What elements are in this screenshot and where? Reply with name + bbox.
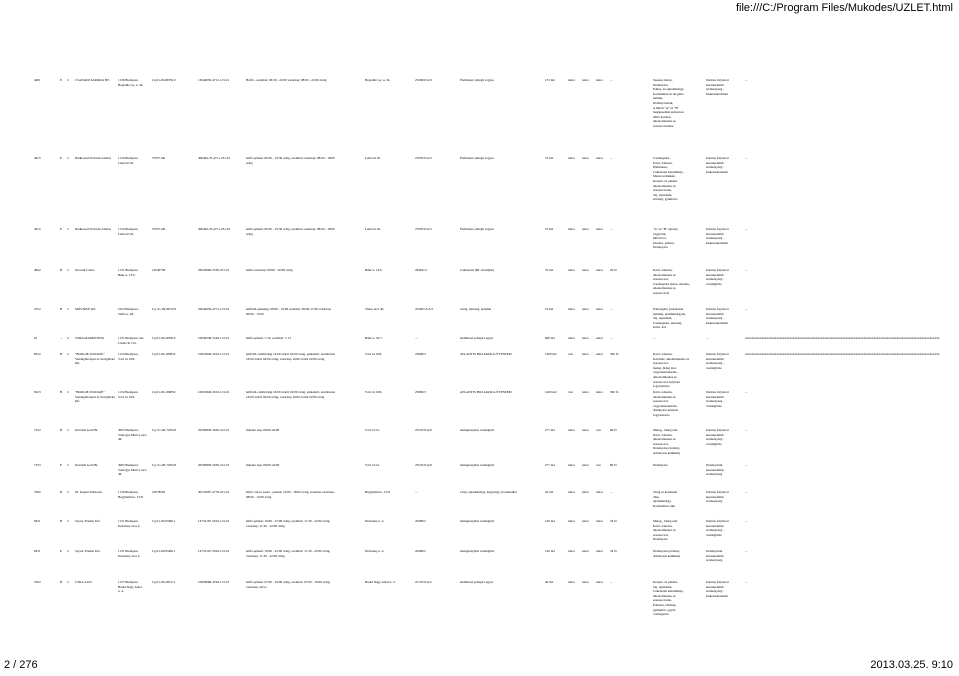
- cell-dots: 34 fő: [610, 519, 617, 523]
- cell-v3: nincs: [596, 78, 603, 82]
- cell-hours: hétfő-péntek: 10:00 - 22:00 óráig, szombat: 11:30 - 22:00 óráig, vasárnap: 11:30 - 22:00 óráig: [246, 519, 331, 528]
- cell-goods: Meleg-, hideg étel, Kávé, édesáru, alkoholmentes és szeszes ital, Dohányáru: [653, 519, 678, 542]
- cell-f2: 2: [67, 352, 69, 356]
- cell-area: 1400 m2: [545, 352, 557, 356]
- cell-v2: nincs: [582, 268, 589, 272]
- cell-dots: 80 fő: [610, 463, 617, 467]
- cell-site: Váci út 54.: [365, 463, 380, 467]
- cell-extra: ...: [745, 307, 748, 311]
- cell-v1: nincs: [568, 307, 575, 311]
- cell-goods: Édességáru (cukrászati termék), ajándéktárgyak, Tej, tejtermék, Csemegeáru, édesség, Kávé, ital: [653, 307, 686, 330]
- cell-v3: nincs: [596, 268, 603, 272]
- cell-taxno: Cg.01-09-283171: [152, 580, 176, 584]
- cell-taxno: 10078292: [152, 490, 166, 494]
- cell-v1: nincs: [568, 336, 575, 340]
- cell-type: melegkonyhás vendéglátó: [460, 463, 495, 467]
- cell-f1: B: [60, 580, 63, 584]
- cell-v1: nincs: [568, 490, 575, 494]
- cell-stat: 14752167-5610-113-01: [198, 519, 230, 523]
- cell-v1: nincs: [568, 519, 575, 523]
- cell-site: Hegedűs Gy. u. 34.: [365, 78, 391, 82]
- cell-id: 7332: [34, 428, 41, 432]
- cell-site: Lehel út 26.: [365, 156, 381, 160]
- cell-address: 1136 Budapest, Hegyhalmi u. 15/8.: [118, 490, 144, 499]
- cell-f1: B: [60, 519, 63, 523]
- cell-stat: 466464-70-4711-231-01: [198, 156, 231, 160]
- cell-activity: Italárus folytatott kereskedelmi tevékenység - vendéglátás: [706, 519, 729, 537]
- cell-dots: 20 fő: [610, 268, 617, 272]
- cell-area: 120 m2: [545, 549, 555, 553]
- cell-f2: 2: [67, 428, 69, 432]
- cell-hours: hétfőtől-péntekig: 08:00 - 19:00 szombat: 09:00-17:00 vasárnap: 09:00 - 15:00: [246, 307, 332, 316]
- cell-address: 3065 Budapest, Somogyi Móricz utca 46.: [118, 463, 147, 477]
- cell-stat: 20599839-5630-212-01: [198, 463, 230, 467]
- cell-name: Sayrac Premer Kft.: [75, 549, 101, 553]
- cell-area: 120 m2: [545, 519, 555, 523]
- cell-taxno: Cg.01-09-867919: [152, 78, 176, 82]
- cell-f1: E: [60, 78, 63, 82]
- cell-v3: nincs: [596, 227, 603, 231]
- cell-type: melegkonyhás vendéglátó: [460, 519, 495, 523]
- cell-address: 1131 Budapest, Béke u. 13/b.: [118, 268, 139, 277]
- cell-hours: hétfőtől-csütörtökig 16:00 óráról 02:00 óráig, péntektől, szombaton 16:00 óráról 04:00 óráig, vasárnap 16:00 órától 02:00 óráig: [246, 352, 335, 361]
- cell-goods: ...: [653, 336, 656, 340]
- cell-id: 61: [34, 336, 38, 340]
- cell-stat: 10858068-4799-113-01: [198, 580, 230, 584]
- cell-hrsz: 26464/11: [415, 268, 428, 272]
- cell-hrsz: 25135/0/A/2: [415, 580, 432, 584]
- cell-activity: Italárus folytatott kereskedelmi tevékenység - kiskereskedelem: [706, 580, 729, 598]
- cell-stat: 10619649-5610-113-01: [198, 390, 230, 394]
- cell-type: virág, ajándéktárgy, kegytárgy, Kozmetikai: [460, 490, 517, 494]
- cell-goods: Dohányáru: [653, 463, 668, 467]
- cell-goods: "A" és "B" tápszer, vegyiárut, hűtött bor, édesáru, pékáru, Dohányáru: [653, 227, 679, 250]
- cell-activity: Italárus folytatott kereskedelmi tevékenység - kiskereskedelem: [706, 227, 729, 245]
- cell-hours: hétfő-péntek: 7-19, szombat: 7-13: [246, 336, 291, 340]
- cell-f1: B: [60, 268, 63, 272]
- cell-hours: hétfő-péntek: 06:30 - 19:30 óráig, szombat-vasárnap: 08:00 - 18:00 óráig: [246, 156, 335, 165]
- cell-extra: ...: [745, 463, 748, 467]
- cell-extra: ...: [745, 490, 748, 494]
- cell-extra: ...: [745, 227, 748, 231]
- cell-v2: nincs: [582, 428, 589, 432]
- cell-id: 4481: [34, 78, 41, 82]
- cell-type: Élelmiszer jellegű vegyes: [460, 78, 494, 82]
- cell-activity: Italárus folytatott kereskedelmi tevékenység - kiskereskedelem: [706, 156, 729, 174]
- cell-f1: B: [60, 428, 63, 432]
- cell-name: MÓVIRSÜ Kft.: [75, 307, 97, 311]
- cell-goods: Kávé, édesáru, Kávéház, alkoholmentes és szeszes ital, meleg, hideg étel, vegyeskereskedés, Alkoholmentes és szeszes ital, helyben fogyasztásra: [653, 352, 689, 389]
- cell-stat: 14752167-5610-113-01: [198, 549, 230, 553]
- cell-v2: nincs: [582, 227, 589, 231]
- cell-f2: 2: [67, 519, 69, 523]
- cell-activity: Italárus folytatott kereskedelmi tevékenység - kiskereskedelem: [706, 307, 729, 325]
- cell-address: 1136 Budapest, Hegedűs Gy. u. 34.: [118, 78, 144, 87]
- cell-id: 4615: [34, 227, 41, 231]
- cell-dots: ...: [610, 490, 613, 494]
- cell-hrsz: 26480/2: [415, 549, 426, 553]
- cell-extra: ...: [745, 156, 748, 160]
- cell-type: vetőg, édesség, ajándék: [460, 307, 492, 311]
- cell-hrsz: ...: [415, 336, 418, 340]
- cell-dots: 300 fő: [610, 390, 619, 394]
- cell-stat: 466464-70-4711-231-01: [198, 227, 231, 231]
- cell-dots: ...: [610, 156, 613, 160]
- cell-hrsz: 26480/2: [415, 519, 426, 523]
- cell-extra: ...: [745, 580, 748, 584]
- cell-v2: nincs: [582, 490, 589, 494]
- cell-area: 600 m2: [545, 336, 555, 340]
- cell-area: 53 m2: [545, 156, 554, 160]
- cell-address: 1131 Budapest, Szt. László út 152.: [118, 336, 145, 345]
- cell-extra: ...: [745, 78, 748, 82]
- cell-type: ATLANTIS BILLIARD és ÉTTEREM: [460, 352, 512, 356]
- cell-f1: E: [60, 156, 63, 160]
- cell-f2: 2: [67, 307, 69, 311]
- cell-v3: nincs: [596, 580, 603, 584]
- cell-v1: nincs: [568, 428, 575, 432]
- cell-v1: nincs: [568, 268, 575, 272]
- cell-name: Rúdkossal Feliczán András: [75, 227, 111, 231]
- cell-id: 7333: [34, 463, 41, 467]
- cell-site: Budai Nagy Antal u. 4.: [365, 580, 396, 584]
- cell-f1: B: [60, 390, 63, 394]
- cell-site: Váci út 19/6.: [365, 352, 383, 356]
- cell-hours: hétfő-péntek: 07:00 - 19:00 óráig, szombat: 07:00 - 16:00 óráig, vasárnap: zárva: [246, 580, 331, 589]
- cell-f1: B: [60, 352, 63, 356]
- cell-id: 4842: [34, 268, 41, 272]
- cell-f2: 2: [67, 390, 69, 394]
- cell-dots: 34 fő: [610, 549, 617, 553]
- cell-v1: van: [568, 352, 573, 356]
- cell-extra: xxxxxxxxxxxxxxxxxxxxxxxxxxxxxxxxxxxxxxxxxxxxxxxxxxxxxxxxxxxxxxxxxxxxxxxxxxxxxxxxxxxxxxxxxxxxxxxxxxxxxxxxxxxxxxxxxxxxxx: [745, 336, 940, 340]
- cell-site: Béke u. 13/b.: [365, 268, 383, 272]
- cell-area: 155 m2: [545, 78, 555, 82]
- cell-site: Béke u. 32/7.: [365, 336, 383, 340]
- cell-id: 4615: [34, 156, 41, 160]
- cell-v3: nincs: [596, 519, 603, 523]
- cell-name: Sayrac Premer Kft.: [75, 519, 101, 523]
- cell-site: Dobsinay u. 4.: [365, 519, 385, 523]
- cell-activity: Dohányáruk kereskedelmi tevékenység: [706, 463, 724, 477]
- cell-name: Oroszik Csaba: [75, 268, 95, 272]
- cell-v1: van: [568, 390, 573, 394]
- cell-stat: 29024060-5530-231-01: [198, 268, 230, 272]
- cell-f2: 2: [67, 78, 69, 82]
- cell-taxno: 12049758: [152, 268, 166, 272]
- cell-stat: 26042956-4751-113-01: [198, 307, 230, 311]
- cell-site: Lehel út 26.: [365, 227, 381, 231]
- cell-id: 5502: [34, 580, 41, 584]
- cell-hrsz: ...: [415, 490, 418, 494]
- cell-name: CSILLA Kft.: [75, 580, 93, 584]
- cell-id: 2552: [34, 307, 41, 311]
- print-timestamp: 2013.03.25. 9:10: [870, 659, 953, 671]
- cell-f1: E: [60, 227, 63, 231]
- cell-activity: Italárus folytatott kereskedelmi tevékenység: [706, 490, 729, 504]
- cell-v2: nincs: [582, 463, 589, 467]
- cell-v3: nincs: [596, 490, 603, 494]
- cell-activity: Italárus folytatott kereskedelmi tevékenység - vendéglátás: [706, 352, 729, 370]
- cell-name: CSANÁDI SAROKK BT.: [75, 78, 110, 82]
- cell-extra: ...: [745, 428, 748, 432]
- cell-v3: nincs: [596, 352, 603, 356]
- cell-v2: nincs: [582, 519, 589, 523]
- cell-type: ATLANTIS BILLIARD és ÉTTEREM: [460, 390, 512, 394]
- cell-v2: nincs: [582, 549, 589, 553]
- cell-name: Kőröndi Gold Bt.: [75, 428, 99, 432]
- cell-hours: hétfő: zárva, kedd - péntek: 10:00 - 18:00 óráig, szombat-vasárnap: 08:00 - 12:00 óráig: [246, 490, 335, 499]
- cell-hours: hétfőtől-csütörtökig 16:00 óráról 02:00 óráig, péntektől, szombaton 16:00 óráról 04:00 óráig, vasárnap 16:00 órától 02:00 óráig: [246, 390, 335, 399]
- cell-name: Dr. Kapisi Sándorné: [75, 490, 102, 494]
- page-header-path: file:///C:/Program Files/Mukodes/UZLET.html: [735, 2, 953, 14]
- cell-stat: 13644050-4711-113-01: [198, 78, 230, 82]
- cell-goods: Kenyér- és pékáru, Tej, tejtermék, Cukrászati készítmény, alkoholmentes és szeszes italok, Édesáru, zöldség, gyümölcs, egyéb csemegeáru: [653, 580, 684, 617]
- cell-area: 53 m2: [545, 227, 554, 231]
- cell-taxno: Cg. 01-06-729523: [152, 428, 177, 432]
- cell-area: 20 m2: [545, 490, 554, 494]
- cell-hours: minden nap: 06:00-24:00: [246, 428, 280, 432]
- cell-stat: 10619649-5610-113-01: [198, 352, 230, 356]
- cell-f2: 2: [67, 490, 69, 494]
- cell-v1: nincs: [568, 463, 575, 467]
- cell-area: 70 m2: [545, 268, 554, 272]
- cell-address: 1131 Budapest, Dobsinay utca 4.: [118, 519, 141, 528]
- cell-id: 8231: [34, 549, 41, 553]
- cell-hrsz: 25260/0/A/9: [415, 78, 432, 82]
- cell-hrsz: 27095/0/A/3: [415, 156, 432, 160]
- cell-taxno: Cg.01-09-160832: [152, 352, 176, 356]
- cell-type: Élelmiszer jellegű vegyes: [460, 227, 494, 231]
- cell-site: Dobsinay u. 4.: [365, 549, 385, 553]
- cell-goods: Csemegeáru, Kávé, édesáru, Élelmiszer, Cukrászati készítmény, Mézes termékek, Kenyér- és pékáru, alkoholmentes és szeszes italok, Tej, tejtermék, zöldség, gyümölcs: [653, 156, 684, 202]
- cell-type: élelmiszer jellegű vegyes: [460, 336, 494, 340]
- cell-hours: hétfő-vasárnap: 09:00 - 20:00 óráig: [246, 268, 293, 272]
- cell-hrsz: 25525/0/A/8: [415, 428, 432, 432]
- cell-extra: ...: [745, 268, 748, 272]
- cell-v2: nincs: [582, 156, 589, 160]
- cell-goods: Meleg-, hideg étel, Kávé, édesáru, alkoholmentes és szeszes ital, Dohányáru (dohány, dohányzás kellékek): [653, 428, 681, 455]
- cell-id: 8223: [34, 390, 41, 394]
- cell-activity: Italárus folytatott kereskedelmi tevékenység - vendéglátás: [706, 390, 729, 408]
- cell-goods: Kávé, édesáru, alkoholmentes és szeszes ital, Csemegeáru (kávé, édesáru, alkoholmentes és szeszes ital): [653, 268, 690, 295]
- cell-site: Hegyhalmi u. 15/8.: [365, 490, 391, 494]
- cell-dots: ...: [610, 78, 613, 82]
- cell-taxno: Cg.01-09-160832: [152, 390, 176, 394]
- cell-taxno: Cg.01-09-959611: [152, 519, 176, 523]
- cell-hours: minden nap: 06:00-24:00: [246, 463, 280, 467]
- cell-hrsz: 25890/3: [415, 352, 426, 356]
- cell-f2: 2: [67, 268, 69, 272]
- cell-v3: nincs: [596, 390, 603, 394]
- cell-hours: hétfő-péntek: 06:30 - 19:30 óráig, szombat-vasárnap: 08:00 - 18:00 óráig: [246, 227, 335, 236]
- cell-site: Tüzes utca 40.: [365, 307, 385, 311]
- cell-name: VIMA MARKETING: [75, 336, 105, 340]
- page-counter: 2 / 276: [4, 659, 38, 671]
- cell-f2: 2: [67, 227, 69, 231]
- cell-area: 1400 m2: [545, 390, 557, 394]
- cell-v2: nincs: [582, 78, 589, 82]
- cell-address: 1134 Budapest, Lehel út 26.: [118, 156, 139, 165]
- cell-f1: B: [60, 490, 63, 494]
- cell-name: "BOOGIE-WOOGIE" Vendéglátóipari és Szolgáltató Kft.: [75, 352, 116, 366]
- cell-v3: nincs: [596, 549, 603, 553]
- cell-f1: B: [60, 307, 63, 311]
- cell-activity: Italárus folytatott kereskedelmi tevékenység - vendéglátás: [706, 428, 729, 446]
- cell-taxno: Cg. 01-09-867472: [152, 307, 177, 311]
- cell-address: 1137 Budapest, Budai Nagy Antal u. 4.: [118, 580, 142, 594]
- cell-address: 1134 Budapest, Lehel út 26.: [118, 227, 139, 236]
- cell-dots: ...: [610, 227, 613, 231]
- cell-site: Váci út 19/6.: [365, 390, 383, 394]
- cell-goods: Kávé, édesáru, alkoholmentes és szeszes ital, vegyeskereskedés, dohányáru helyben fogyasztásra: [653, 390, 679, 417]
- cell-type: élelmiszer jellegű vegyes: [460, 580, 494, 584]
- cell-type: melegkonyhás vendéglátó: [460, 549, 495, 553]
- cell-hrsz: 25260/15/A/5: [415, 307, 434, 311]
- cell-f1: E: [60, 549, 63, 553]
- cell-address: 3065 Budapest, Somogyi Móricz utca 46.: [118, 428, 147, 442]
- cell-activity: ...: [706, 336, 709, 340]
- cell-goods: Virág és kertészeti cikk, Ajándéktárgy, Kozmetikai cikk: [653, 490, 678, 508]
- cell-dots: 300 fő: [610, 352, 619, 356]
- cell-f1: ...: [60, 336, 63, 340]
- cell-v2: nincs: [582, 390, 589, 394]
- cell-dots: ...: [610, 307, 613, 311]
- cell-v3: van: [596, 463, 601, 467]
- cell-v3: nincs: [596, 336, 603, 340]
- cell-taxno: 57957146: [152, 227, 166, 231]
- cell-goods: Dohányáru (dohány, dohányzás kellékek): [653, 549, 681, 558]
- cell-f2: 2: [67, 463, 69, 467]
- cell-extra: ...: [745, 549, 748, 553]
- cell-hrsz: 25890/3: [415, 390, 426, 394]
- cell-v1: nincs: [568, 580, 575, 584]
- cell-extra: ...: [745, 390, 748, 394]
- cell-area: 277 m2: [545, 428, 555, 432]
- cell-stat: 40722697-4778-231-01: [198, 490, 230, 494]
- cell-hrsz: 25525/0/A/8: [415, 463, 432, 467]
- cell-dots: ...: [610, 580, 613, 584]
- cell-hours: hétfő-péntek: 10:00 - 22:00 óráig, szombat: 11:30 - 22:00 óráig, vasárnap: 11:30 - 22:00 óráig: [246, 549, 331, 558]
- cell-dots: ...: [610, 336, 613, 340]
- cell-v1: nincs: [568, 78, 575, 82]
- cell-v2: nincs: [582, 307, 589, 311]
- cell-hrsz: 27095/0/A/3: [415, 227, 432, 231]
- cell-extra: xxxxxxxxxxxxxxxxxxxxxxxxxxxxxxxxxxxxxxxxxxxxxxxxxxxxxxxxxxxxxxxxxxxxxxxxxxxxxxxxxxxxxxxxxxxxxxxxxxxxxxxxxxxxxxxxxxxxxx: [745, 352, 940, 356]
- cell-address: 1131 Budapest, Dobsinay utca 4.: [118, 549, 141, 558]
- cell-id: 8222: [34, 352, 41, 356]
- cell-id: 8221: [34, 519, 41, 523]
- cell-goods: Szeszes italok, Dohányáru, Edény, és ajándéktárgy, Kozmetikai és drogéria termék, Dohányzóáruk, A hűtött "A" és "B" megkezelésű szénsavas üdítő italokat, alkoholmentes és szeszes italokat: [653, 78, 685, 128]
- cell-area: 40 m2: [545, 580, 554, 584]
- cell-v2: nincs: [582, 580, 589, 584]
- cell-name: Rúdkossal Feliczán András: [75, 156, 111, 160]
- cell-area: 19 m2: [545, 307, 554, 311]
- cell-v3: nincs: [596, 307, 603, 311]
- cell-address: 1134 Budapest, Váci út 19/6.: [118, 352, 139, 361]
- cell-taxno: Cg.01-09-265919: [152, 336, 176, 340]
- cell-f2: 2: [67, 549, 69, 553]
- cell-f2: 4: [67, 336, 69, 340]
- cell-address: 1024 Budapest, Szilfa u. 46.: [118, 307, 139, 316]
- cell-address: 1134 Budapest, Váci út 19/6.: [118, 390, 139, 399]
- cell-v2: nincs: [582, 352, 589, 356]
- cell-name: Kőröndi Gold Bt.: [75, 463, 99, 467]
- cell-area: 277 m2: [545, 463, 555, 467]
- cell-stat: 10846538-5549-113-01: [198, 336, 230, 340]
- cell-activity: Italárus folytatott kereskedelmi tevékenység - vendéglátás: [706, 268, 729, 286]
- cell-type: Cukrászda (Bf. szerűlyik): [460, 268, 494, 272]
- cell-activity: Dohányáruk kereskedelmi tevékenység: [706, 549, 724, 563]
- cell-v1: nincs: [568, 156, 575, 160]
- cell-name: "BOOGIE-WOOGIE" Vendéglátóipari és Szolgáltató Kft.: [75, 390, 116, 404]
- cell-extra: ...: [745, 519, 748, 523]
- cell-activity: Italárus folytatott kereskedelmi tevékenység - kiskereskedelem: [706, 78, 729, 96]
- cell-v3: nincs: [596, 156, 603, 160]
- cell-type: Élelmiszer jellegű vegyes: [460, 156, 494, 160]
- cell-stat: 20599839-5630-212-01: [198, 428, 230, 432]
- cell-v2: nincs: [582, 336, 589, 340]
- cell-site: Váci út 54.: [365, 428, 380, 432]
- cell-taxno: Cg. 01-06-729523: [152, 463, 177, 467]
- cell-type: melegkonyhás vendéglátó: [460, 428, 495, 432]
- cell-dots: 80 fő: [610, 428, 617, 432]
- cell-f2: 2: [67, 580, 69, 584]
- cell-f1: E: [60, 463, 63, 467]
- cell-taxno: 57957146: [152, 156, 166, 160]
- cell-v1: nincs: [568, 227, 575, 231]
- cell-v1: nincs: [568, 549, 575, 553]
- cell-v3: van: [596, 428, 601, 432]
- cell-id: 7982: [34, 490, 41, 494]
- cell-f2: 2: [67, 156, 69, 160]
- cell-taxno: Cg.01-09-959611: [152, 549, 176, 553]
- cell-hours: Hétfő - szombat: 06:30 - 22:00 vasárnap: 08:00 - 22:00 óráig: [246, 78, 327, 82]
